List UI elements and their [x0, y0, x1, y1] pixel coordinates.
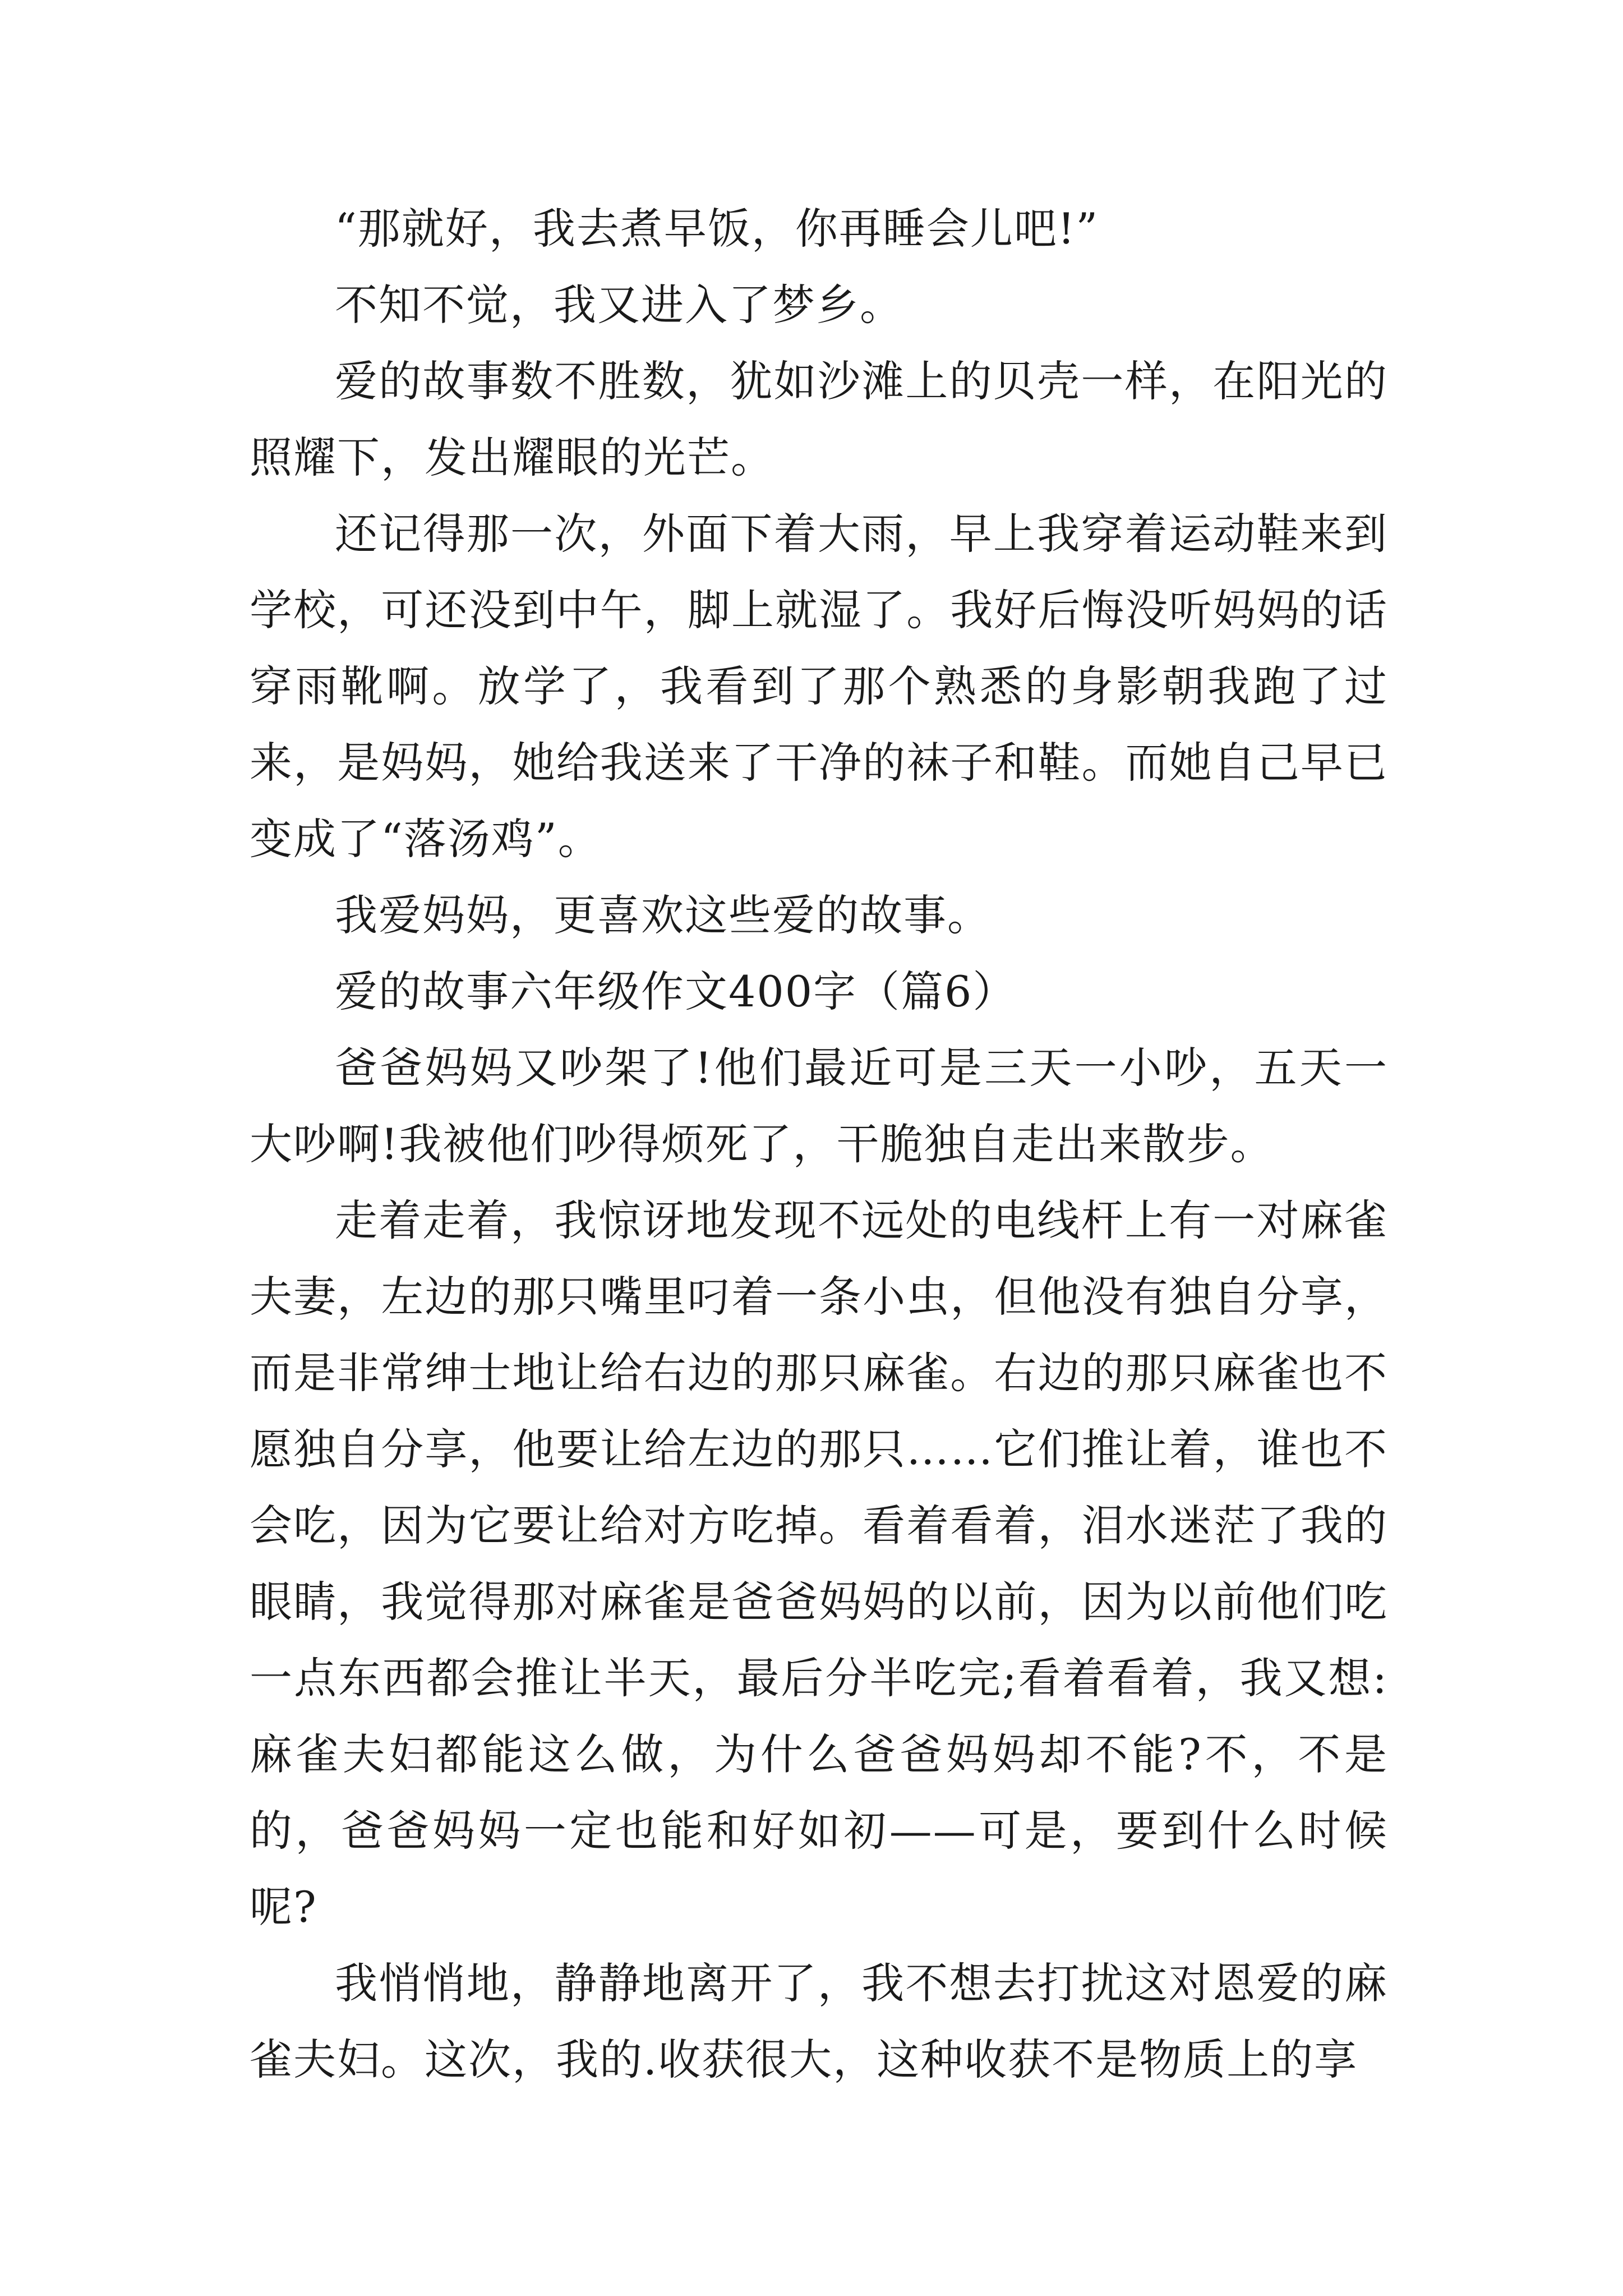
paragraph-8: 我悄悄地，静静地离开了，我不想去打扰这对恩爱的麻雀夫妇。这次，我的.收获很大，这种收获不是物质上的享 [250, 1958, 1388, 2085]
paragraph-1: “那就好，我去煮早饭，你再睡会儿吧!” [335, 204, 1099, 254]
paragraph-5: 我爱妈妈，更喜欢这些爱的故事。 [335, 890, 991, 940]
section-heading: 爱的故事六年级作文400字（篇6） [335, 967, 1017, 1016]
document-body [250, 191, 1388, 2098]
paragraph-6: 爸爸妈妈又吵架了!他们最近可是三天一小吵，五天一大吵啊!我被他们吵得烦死了，干脆独自走出来散步。 [250, 1043, 1388, 1169]
paragraph-3: 爱的故事数不胜数，犹如沙滩上的贝壳一样，在阳光的照耀下，发出耀眼的光芒。 [250, 356, 1388, 482]
paragraph-2: 不知不觉，我又进入了梦乡。 [335, 280, 903, 330]
paragraph-4: 还记得那一次，外面下着大雨，早上我穿着运动鞋来到学校，可还没到中午，脚上就湿了。我好后悔没听妈妈的话穿雨靴啊。放学了，我看到了那个熟悉的身影朝我跑了过来，是妈妈，她给我送来了干净的袜子和鞋。而她自己早已变成了“落汤鸡”。 [250, 509, 1388, 864]
paragraph-7: 走着走着，我惊讶地发现不远处的电线杆上有一对麻雀夫妻，左边的那只嘴里叼着一条小虫，但他没有独自分享，而是非常绅士地让给右边的那只麻雀。右边的那只麻雀也不愿独自分享，他要让给左边的那只……它们推让着，谁也不会吃，因为它要让给对方吃掉。看着看着，泪水迷茫了我的眼睛，我觉得那对麻雀是爸爸妈妈的以前，因为以前他们吃一点东西都会推让半天，最后分半吃完;看着看着，我又想:麻雀夫妇都能这么做，为什么爸爸妈妈却不能?不，不是的，爸爸妈妈一定也能和好如初——可是，要到什么时候呢? [250, 1195, 1388, 1932]
